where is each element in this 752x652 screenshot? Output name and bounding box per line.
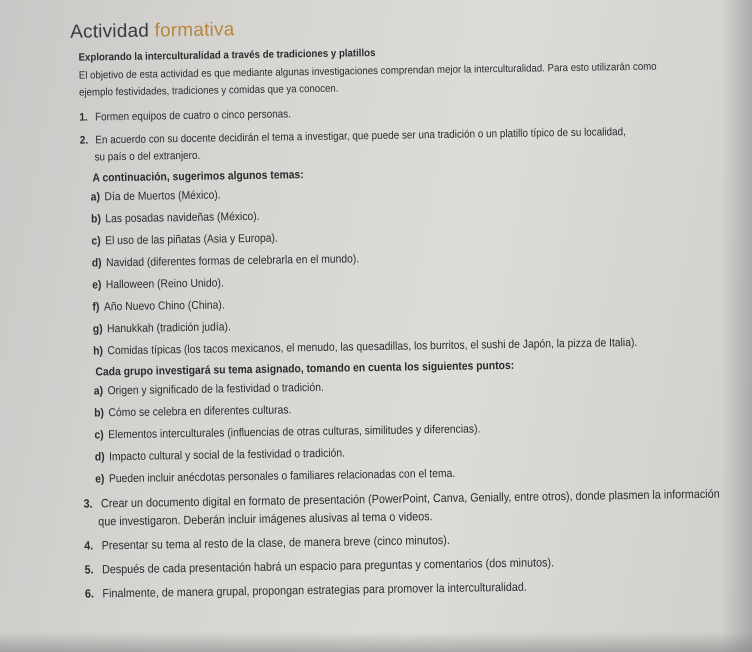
step-5 (84, 550, 750, 578)
step-2-marker: 2. (79, 134, 89, 147)
point-marker: c) (94, 429, 104, 442)
point-item (95, 462, 752, 487)
topic-item (92, 268, 752, 293)
point-item (95, 440, 752, 465)
point-text: Elementos interculturales (influencias de otras culturas, similitudes y diferencias). (108, 423, 481, 442)
step-6-marker: 6. (84, 586, 95, 601)
activity-subtitle: Explorando la interculturalidad a través de tradiciones y platillos (78, 47, 376, 64)
topic-text: Comidas típicas (los tacos mexicanos, el menudo, las quesadillas, los burritos, el sushi de Japón, la pizza de Italia). (107, 336, 638, 358)
step-3-marker: 3. (83, 496, 93, 511)
topics-list (61, 181, 724, 360)
step-1 (79, 100, 709, 127)
topic-item (93, 334, 752, 359)
page-title (70, 12, 718, 44)
point-text: Impacto cultural y social de la festividad o tradición. (109, 447, 346, 464)
topics-heading: A continuación, sugerimos algunos temas: (92, 169, 304, 185)
intro-line2: ejemplo festividades, tradiciones y comidas que ya conocen. (79, 82, 339, 99)
title-part1: Actividad (69, 20, 150, 43)
step-5-marker: 5. (84, 562, 94, 577)
step-4 (84, 526, 750, 554)
topic-marker: b) (91, 213, 101, 226)
topic-item (92, 246, 752, 271)
title-part2: formativa (154, 19, 235, 42)
intro-line1: El objetivo de esta actividad es que mediante algunas investigaciones comprendan mejor la interculturalidad. Para esto utilizarán como (78, 60, 657, 82)
point-marker: a) (93, 385, 104, 398)
topic-marker: h) (93, 345, 104, 358)
topic-marker: f) (92, 301, 100, 314)
step-3-line1: Crear un documento digital en formato de presentación (PowerPoint, Canva, Genially, entre otros), donde plasmen la información (100, 486, 720, 511)
step-4-text: Presentar su tema al resto de la clase, de manera breve (cinco minutos). (101, 532, 450, 553)
topic-marker: g) (92, 323, 103, 336)
step-4-marker: 4. (84, 538, 94, 553)
topic-text: Año Nuevo Chino (China). (103, 299, 225, 314)
intro-paragraph (79, 58, 705, 102)
topic-marker: e) (92, 279, 102, 292)
point-marker: e) (95, 473, 105, 486)
step-6-text: Finalmente, de manera grupal, propongan estrategias para promover la interculturalidad. (102, 579, 527, 601)
step-6 (85, 574, 751, 602)
point-text: Cómo se celebra en diferentes culturas. (108, 404, 292, 420)
step-2 (80, 123, 710, 167)
topic-text: Hanukkah (tradición judía). (107, 321, 231, 336)
topic-item (91, 224, 752, 249)
topic-marker: d) (91, 257, 102, 270)
step-3 (83, 484, 749, 530)
topic-marker: c) (91, 235, 101, 248)
topic-text: Navidad (diferentes formas de celebrarla en el mundo). (105, 253, 360, 270)
point-item (94, 374, 752, 399)
topic-item (91, 180, 752, 205)
topic-item (91, 202, 752, 227)
step-1-text: Formen equipos de cuatro o cinco personas. (94, 108, 292, 124)
topic-text: Las posadas navideñas (México). (105, 210, 260, 226)
topic-text: Halloween (Reino Unido). (105, 277, 224, 292)
topic-text: El uso de las piñatas (Asia y Europa). (105, 232, 278, 248)
step-2-line1: En acuerdo con su docente decidirán el tema a investigar, que puede ser una tradición o un platillo típico de su localidad, (95, 126, 626, 147)
points-list (64, 375, 726, 488)
point-marker: b) (94, 407, 105, 420)
step-2-line2: su país o del extranjero. (94, 149, 201, 164)
point-item (94, 418, 752, 443)
topic-marker: a) (90, 191, 101, 204)
topic-item (92, 290, 752, 315)
topic-text: Día de Muertos (México). (104, 189, 221, 204)
point-marker: d) (94, 451, 105, 464)
point-text: Origen y significado de la festividad o tradición. (107, 381, 324, 398)
topic-item (93, 312, 752, 337)
points-heading: Cada grupo investigará su tema asignado, tomando en cuenta los siguientes puntos: (95, 359, 515, 379)
step-3-line2: que investigaron. Deberán incluir imágenes alusivas al tema o videos. (98, 509, 433, 529)
point-item (94, 396, 752, 421)
point-text: Pueden incluir anécdotas personales o familiares relacionadas con el tema. (108, 467, 456, 486)
activity-content (58, 12, 727, 609)
step-1-marker: 1. (79, 111, 88, 124)
step-5-text: Después de cada presentación habrá un espacio para preguntas y comentarios (dos minutos). (101, 555, 555, 577)
